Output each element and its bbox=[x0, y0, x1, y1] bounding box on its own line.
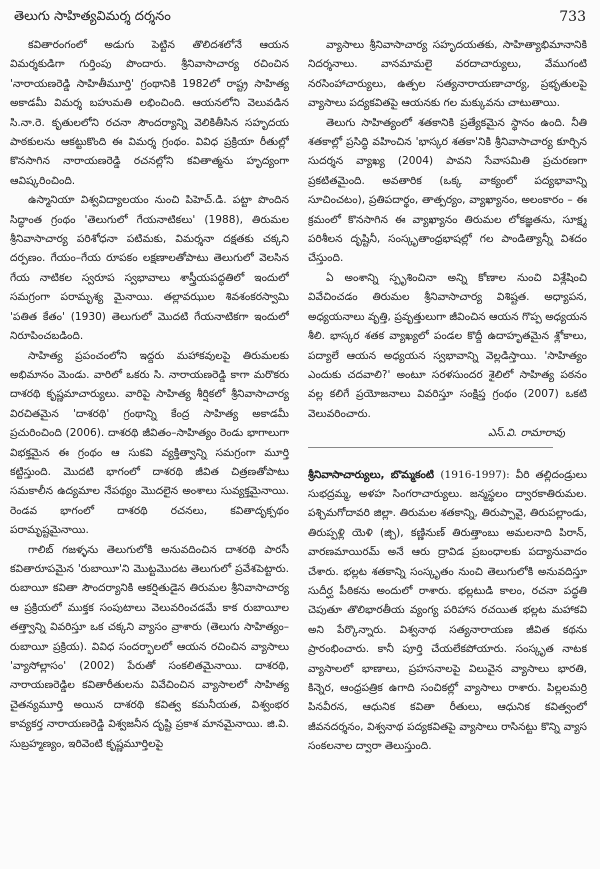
running-header-title: తెలుగు సాహిత్యవిమర్శ దర్శనం bbox=[14, 9, 171, 24]
right-column bbox=[308, 36, 587, 861]
paragraph: తెలుగు సాహిత్యంలో శతకానికి ప్రత్యేకమైన స్థానం ఉంది. నీతి శతకాల్లో ప్రసిద్ధి వహించిన 'భాస్కర శతకా'నికి శ్రీనివాసాచార్య కూర్చిన సుదర్శన వ్యాఖ్య (2004) పావని సేవాసమితి ప్రచురణగా ప్రకటితమైంది. అవతారిక (ఒక్క వాక్యంలో పద్యభావాన్ని సూచించటం), ప్రతిపదార్థం, తాత్పర్యం, వ్యాఖ్యానం, అలంకారం – ఈ క్రమంలో కొనసాగిన ఈ వ్యాఖ్యానం తిరుమల లోకజ్ఞతను, సూక్ష్మ పరిశీలన దృష్టినీ, సంస్కృతాంధ్రభాషల్లో గల పాండిత్యాన్నీ విశదం చేస్తుంది. bbox=[308, 116, 587, 265]
entry-heading: శ్రీనివాసాచార్యులు, బొమ్మకంటి bbox=[308, 468, 441, 481]
paragraph: ఏ అంశాన్ని స్పృశించినా అన్ని కోణాల నుంచి విశ్లేషించి వివేచించడం తిరుమల శ్రీనివాసాచార్య విశిష్టత. అధ్యాపన, అధ్యయనాలు వృత్తి, ప్రవృత్తులుగా జీవించిన ఆయన గొప్ప అధ్యయన శీలి. భాస్కర శతక వ్యాఖ్యలో పండల కొద్దీ ఉదాహృతమైన శ్లోకాలు, పద్యాలే ఆయన అధ్యయన స్వభావాన్ని వెల్లడిస్తాయి. 'సాహిత్యం ఎందుకు చదవాలి?' అంటూ సరళసుందర శైలిలో సాహిత్య పఠనం వల్ల కలిగే ప్రయోజనాలు వివరిస్తూ సంక్షిప్త గ్రంథం (2007) ఒకటి వెలువరించారు. bbox=[308, 271, 587, 420]
left-column bbox=[10, 36, 289, 861]
paragraph: కవితారంగంలో అడుగు పెట్టిన తొలిదశలోనే ఆయన విమర్శకుడిగా గుర్తింపు పొందారు. శ్రీనివాసాచార్య రచించిన 'నారాయణరెడ్డి సాహితీమూర్తి' గ్రంథానికి 1982లో రాష్ట్ర సాహిత్య అకాడమీ విమర్శ బహుమతి లభించింది. ఆయనలోని వెలువడిన సి.నా.రె. కృతులలోని రచనా సౌందర్యాన్ని వెలికితీసిన సహృదయ పాఠకులను ఆకట్టుకొంది ఈ విమర్శ గ్రంథం. వివిధ ప్రక్రియా రీతుల్లో కొనసాగిన నారాయణరెడ్డి రచనల్లోని కవితాత్మను హృద్యంగా ఆవిష్కరించింది. bbox=[10, 39, 289, 187]
page-number: 733 bbox=[559, 9, 586, 25]
biographical-entry bbox=[308, 466, 587, 757]
paragraph: వ్యాసాలు శ్రీనివాసాచార్య సహృదయతకు, సాహిత్యాభిమానానికి నిదర్శనాలు. వానమామలై వరదాచార్యులు, వేముగంటి నరసింహాచార్యులు, ఉత్పల సత్యనారాయణాచార్య, ప్రభృతులపై వ్యాసాలు పద్యకవితపై ఆయనకు గల మక్కువను చాటుతాయి. bbox=[308, 39, 587, 110]
paragraph: ఉస్మానియా విశ్వవిద్యాలయం నుంచి పిహెచ్.డి. పట్టా పొందిన సిద్ధాంత గ్రంథం 'తెలుగులో గేయనాటికలు' (1988), తిరుమల శ్రీనివాసాచార్య పరిశోధనా పటిమకు, విమర్శనా దక్షతకు చక్కని దర్పణం. గేయం–గేయ రూపకం లక్షణాలతోపాటు తెలుగులో వెలసిన గేయ నాటికల స్వరూప స్వభావాలు శాస్త్రీయపద్ధతిలో ఇందులో సమగ్రంగా పరామృశ్య మైనాయి. తల్లావఝుల శివశంకరస్వామి 'పతిత కేతం' (1930) తెలుగులో మొదటి గేయనాటికగా ఇందులో నిరూపించబడింది. bbox=[10, 194, 289, 343]
entry-text: వీరి తల్లిదండ్రులు సుభద్రమ్మ, అళహ సింగరాచార్యులు. జన్మస్థలం ద్వారకాతిరుమల. పశ్చిమగోదావరి జిల్లా. తిరుమల శతకాన్ని, తిరుప్పావై, తిరుపల్లాండు, తిరుప్పళ్లి యెళి (జ్చి), కణ్ణినుణ్ తిరుత్తాంబు అమలనాది పిరాన్, వారణమాయిరమ్ అనే ఆరు ద్రావిడ ప్రబంధాలకు పద్యానువాదం చేశారు. భల్లట శతకాన్ని సంస్కృతం నుంచి తెలుగులోకి అనువదిస్తూ సుదీర్ఘ పీఠికను అందులో రాశారు. భల్లటుడి కాలం, రచనా పద్ధతి చెపుతూ తొలిభారతీయ వ్యంగ్య పరిహాస రచయిత భల్లట మహాకవి అని పేర్కొన్నారు. విశ్వనాథ సత్యనారాయణ జీవిత కథను ప్రారంభించారు. కానీ పూర్తి చేయలేకపోయారు. సంస్కృత నాటక వ్యాసాలలో భాణాలు, ప్రహసనాలపై విలువైన వ్యాసాలు భారతి, కిన్నెర, ఆంధ్రపత్రిక ఉగాది సంచికల్లో వ్యాసాలు రాశారు. పిల్లలమర్రి పినవీరన, ఆధునిక కవితా రీతులు, ఆధునిక కవిత్వంలో జీవనదర్శనం, విశ్వనాథ పద్యకవితపై వ్యాసాలు రాసినట్టు కొన్ని వ్యాస సంకలనాల ద్వారా తెలుస్తుంది. bbox=[308, 468, 587, 753]
divider bbox=[308, 447, 553, 448]
paragraph: సాహిత్య ప్రపంచంలోని ఇద్దరు మహాకవులపై తిరుమలకు అభిమానం మెండు. వారిలో ఒకరు సి. నారాయణరెడ్డి కాగా మరొకరు దాశరథి కృష్ణమాచార్యులు. వారిపై సాహిత్య శీర్షికలో శ్రీనివాసాచార్య విరచితమైన 'దాశరథి' గ్రంథాన్ని కేంద్ర సాహిత్య అకాడమీ ప్రచురించింది (2006). దాశరథి జీవితం–సాహిత్యం రెండు భాగాలుగా విభక్తమైన ఈ గ్రంథం ఆ సుకవి వ్యక్తిత్వాన్ని సమగ్రంగా మూర్తి కట్టిస్తుంది. మొదటి భాగంలో దాశరథి జీవిత చిత్రణతోపాటు సమకాలీన ఉద్యమాల నేపథ్యం మొదలైన అంశాలు సువ్యక్తమైనాయి. రెండవ భాగంలో దాశరథి రచనలు, కవితాదృక్పథం పరామృష్టమైనాయి. bbox=[10, 349, 289, 537]
author-signature: ఎస్.వి. రామారావు bbox=[488, 427, 565, 440]
paragraph: గాలిబ్ గజళ్ళను తెలుగులోకి అనువదించిన దాశరథి పారసీ కవితారూపమైన 'రుబాయీ'ని మొట్టమొదట తెలుగులో ప్రవేశపెట్టారు. రుబాయీ కవితా సౌందర్యానికి ఆకర్షితుడైన తిరుమల శ్రీనివాసాచార్య ఆ ప్రక్రియలో ముక్తక సంపుటాలు వెలువరించడమే కాక రుబాయీల తత్త్వాన్ని వివరిస్తూ ఒక చక్కని వ్యాసం వ్రాశారు (తెలుగు సాహిత్యం– రుబాయీ ప్రక్రియ). వివిధ సందర్భాలలో ఆయన రచించిన వ్యాసాలు 'వ్యాసోల్లాసం' (2002) పేరుతో సంకలితమైనాయి. దాశరథి, నారాయణరెడ్డిల కవితారీతులను వివేచించిన వ్యాసాలలో సాహిత్య చైతన్యమూర్తి అయిన దాశరథి కవిత్వ కమనీయత, విశ్వంభర కావ్యకర్త నారాయణరెడ్డి విశ్వజనీన దృష్టి ప్రకాశ మానమైనాయి. జి.వి. సుబ్రహ్మణ్యం, ఇరివెంటి కృష్ణమూర్తిలపై bbox=[10, 543, 289, 750]
entry-years: (1916-1997): bbox=[440, 468, 516, 481]
